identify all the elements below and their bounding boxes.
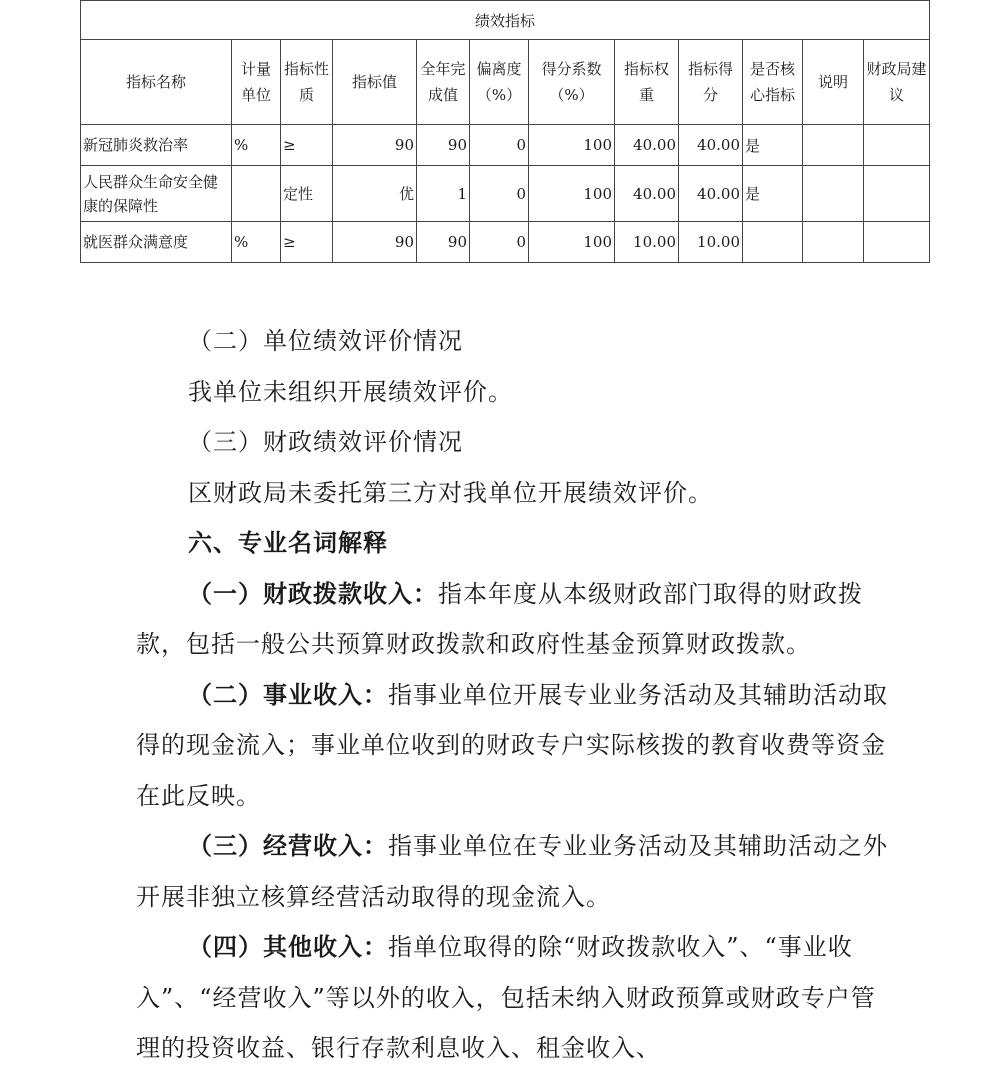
term-paragraph xyxy=(136,922,896,1074)
paragraph-finance-evaluation: 区财政局未委托第三方对我单位开展绩效评价。 xyxy=(188,478,713,507)
term-text: 指本年度从本级财政部门取得的财政拨款，包括一般公共预算财政拨款和政府性基金预算财政拨款。 xyxy=(136,579,863,658)
cell-unit: % xyxy=(232,222,281,263)
cell-name: 新冠肺炎救治率 xyxy=(81,125,232,166)
term-text: 指事业单位开展专业业务活动及其辅助活动取得的现金流入；事业单位收到的财政专户实际核拨的教育收费等资金在此反映。 xyxy=(136,680,888,810)
table-header-row xyxy=(81,40,930,125)
term-label: （四）其他收入： xyxy=(188,932,388,961)
cell-score: 10.00 xyxy=(679,222,743,263)
table-row xyxy=(81,166,930,222)
term-text: 指事业单位在专业业务活动及其辅助活动之外开展非独立核算经营活动取得的现金流入。 xyxy=(136,832,888,911)
section-heading-unit-evaluation: （二）单位绩效评价情况 xyxy=(188,327,463,355)
header-nature: 指标性质 xyxy=(281,40,333,125)
cell-done: 1 xyxy=(417,166,470,222)
table-row xyxy=(81,222,930,263)
term-label: （二）事业收入： xyxy=(188,679,388,709)
cell-coef: 100 xyxy=(529,125,615,166)
header-weight: 指标权重 xyxy=(615,40,679,125)
header-value: 指标值 xyxy=(333,40,417,125)
header-score: 指标得分 xyxy=(679,40,743,125)
table-title: 绩效指标 xyxy=(81,1,930,40)
cell-weight: 10.00 xyxy=(615,222,679,263)
cell-deviation: 0 xyxy=(470,166,529,222)
header-annual-done: 全年完成值 xyxy=(417,40,470,125)
cell-score: 40.00 xyxy=(679,125,743,166)
cell-done: 90 xyxy=(417,125,470,166)
section-heading-terms: 六、专业名词解释 xyxy=(188,528,388,557)
term-paragraph xyxy=(136,569,896,670)
header-indicator-name: 指标名称 xyxy=(81,40,232,125)
term-text: 指单位取得的除“财政拨款收入”、“事业收入”、“经营收入”等以外的收入，包括未纳入财政预算或财政专户管理的投资收益、银行存款利息收入、租金收入、 xyxy=(136,933,876,1062)
cell-coef: 100 xyxy=(529,166,615,222)
header-core: 是否核心指标 xyxy=(743,40,803,125)
term-label: （一）财政拨款收入： xyxy=(188,578,438,608)
cell-core: 是 xyxy=(743,125,803,166)
cell-advice xyxy=(864,222,930,263)
cell-score: 40.00 xyxy=(679,166,743,222)
cell-value: 优 xyxy=(333,166,417,222)
cell-note xyxy=(803,125,864,166)
term-paragraph xyxy=(136,821,896,922)
cell-deviation: 0 xyxy=(470,222,529,263)
cell-core: 是 xyxy=(743,166,803,222)
header-unit: 计量单位 xyxy=(232,40,281,125)
document-body xyxy=(136,316,896,1074)
cell-unit: % xyxy=(232,125,281,166)
section-heading-finance-evaluation: （三）财政绩效评价情况 xyxy=(188,428,463,456)
term-paragraph xyxy=(136,670,896,822)
cell-nature: ≥ xyxy=(281,222,333,263)
cell-nature: 定性 xyxy=(281,166,333,222)
paragraph-unit-evaluation: 我单位未组织开展绩效评价。 xyxy=(188,377,513,406)
table-row xyxy=(81,125,930,166)
header-advice: 财政局建议 xyxy=(864,40,930,125)
cell-note xyxy=(803,166,864,222)
cell-core xyxy=(743,222,803,263)
cell-deviation: 0 xyxy=(470,125,529,166)
cell-advice xyxy=(864,166,930,222)
header-score-coef: 得分系数（%） xyxy=(529,40,615,125)
cell-note xyxy=(803,222,864,263)
header-deviation: 偏离度（%） xyxy=(470,40,529,125)
cell-name: 就医群众满意度 xyxy=(81,222,232,263)
cell-nature: ≥ xyxy=(281,125,333,166)
header-note: 说明 xyxy=(803,40,864,125)
cell-weight: 40.00 xyxy=(615,166,679,222)
term-label: （三）经营收入： xyxy=(188,831,388,860)
cell-advice xyxy=(864,125,930,166)
cell-value: 90 xyxy=(333,222,417,263)
cell-coef: 100 xyxy=(529,222,615,263)
cell-unit xyxy=(232,166,281,222)
cell-done: 90 xyxy=(417,222,470,263)
cell-name: 人民群众生命安全健康的保障性 xyxy=(81,166,232,222)
cell-weight: 40.00 xyxy=(615,125,679,166)
performance-indicator-table xyxy=(80,0,930,263)
cell-value: 90 xyxy=(333,125,417,166)
